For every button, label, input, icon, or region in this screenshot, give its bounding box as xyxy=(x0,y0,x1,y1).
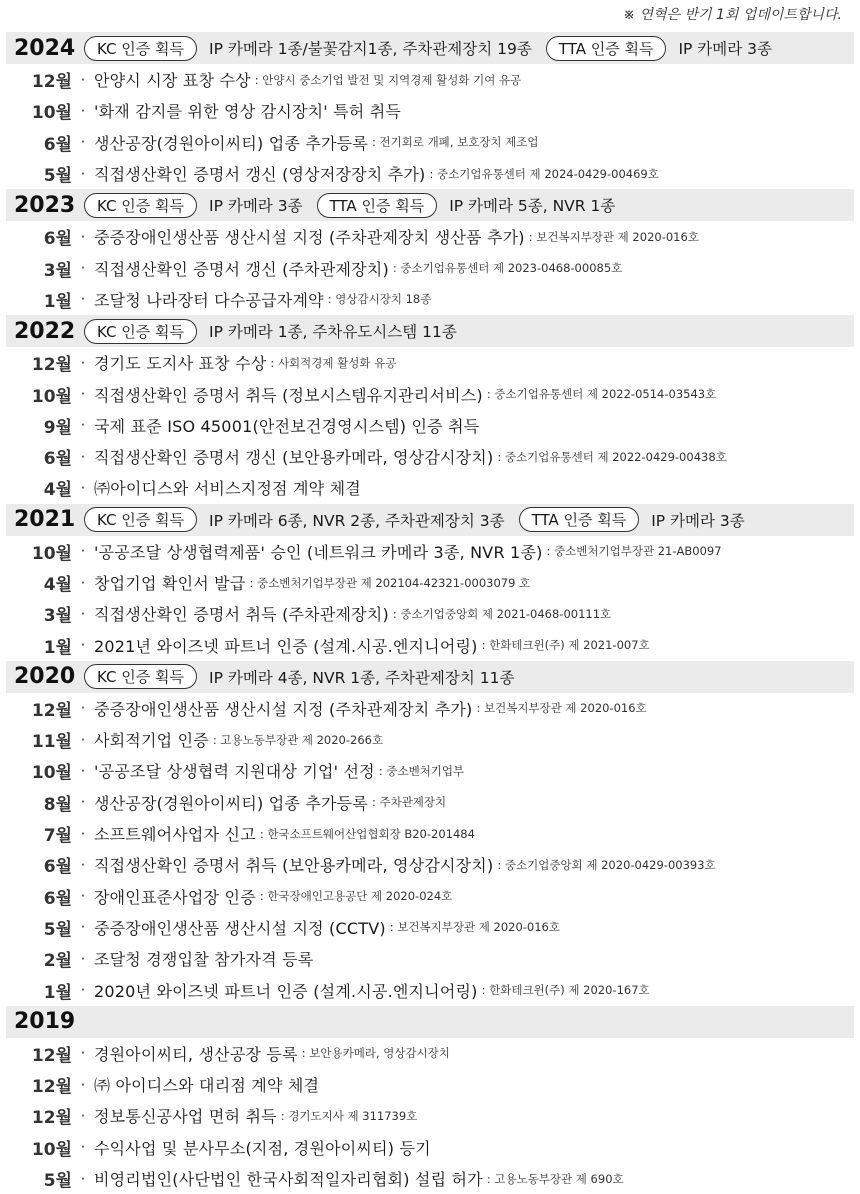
certification-detail: IP 카메라 1종, 주차유도시스템 11종 xyxy=(209,323,457,342)
bullet-icon: · xyxy=(80,133,86,152)
certification-badge: KC 인증 획득 xyxy=(84,193,197,218)
event-detail: : 보안용카메라, 영상감시장치 xyxy=(301,1046,450,1061)
event-title: 정보통신공사업 면허 취득 xyxy=(94,1107,277,1127)
bullet-icon: · xyxy=(80,542,86,561)
bullet-icon: · xyxy=(80,70,86,89)
event-title: 생산공장(경원아이씨티) 업종 추가등록 xyxy=(94,133,368,153)
event-row xyxy=(6,912,854,943)
bullet-icon: · xyxy=(80,730,86,749)
event-detail: : 보건복지부장관 제 2020-016호 xyxy=(389,920,560,935)
event-row xyxy=(6,1038,854,1069)
bullet-icon: · xyxy=(80,761,86,780)
event-month: 7월 xyxy=(43,826,72,847)
event-title: 사회적기업 인증 xyxy=(94,731,209,751)
event-row xyxy=(6,787,854,818)
bullet-icon: · xyxy=(80,290,86,309)
event-row xyxy=(6,1100,854,1131)
bullet-icon: · xyxy=(80,824,86,843)
event-row xyxy=(6,252,854,283)
event-title: 비영리법인(사단법인 한국사회적일자리협회) 설립 허가 xyxy=(94,1170,483,1190)
event-row xyxy=(6,849,854,880)
event-row xyxy=(6,818,854,849)
event-detail: : 보건복지부장관 제 2020-016호 xyxy=(476,701,647,716)
event-detail: : 안양시 중소기업 발전 및 지역경제 활성화 기여 유공 xyxy=(254,72,522,87)
event-title: 직접생산확인 증명서 취득 (보안용카메라, 영상감시장치) xyxy=(94,856,494,876)
event-row xyxy=(6,598,854,629)
event-title: 생산공장(경원아이씨티) 업종 추가등록 xyxy=(94,793,368,813)
event-detail: : 중소기업유통센터 제 2022-0514-03543호 xyxy=(486,387,717,402)
event-detail: : 한화테크윈(주) 제 2021-007호 xyxy=(481,638,650,653)
event-row xyxy=(6,347,854,378)
bullet-icon: · xyxy=(80,573,86,592)
event-row xyxy=(6,378,854,409)
event-title: 수익사업 및 분사무소(지점, 경원아이씨티) 등기 xyxy=(94,1138,431,1158)
bullet-icon: · xyxy=(80,699,86,718)
event-detail: : 고용노동부장관 제 690호 xyxy=(486,1171,624,1186)
year-header xyxy=(6,504,854,536)
certification-badge: KC 인증 획득 xyxy=(84,319,197,344)
event-row xyxy=(6,410,854,441)
year-label: 2019 xyxy=(14,1009,76,1035)
year-label: 2021 xyxy=(14,507,76,533)
event-month: 8월 xyxy=(43,794,72,815)
certification-detail: IP 카메라 3종 xyxy=(678,40,772,58)
year-label: 2023 xyxy=(14,192,76,218)
event-month: 12월 xyxy=(31,700,72,721)
event-title: 조달청 나라장터 다수공급자계약 xyxy=(94,290,324,310)
event-row xyxy=(6,127,854,158)
event-title: 안양시 시장 표창 수상 xyxy=(94,71,251,91)
event-row xyxy=(6,441,854,472)
event-title: ㈜아이디스와 서비스지정점 계약 체결 xyxy=(94,479,361,499)
event-row xyxy=(6,693,854,724)
certification-badge: TTA 인증 획득 xyxy=(317,193,438,218)
bullet-icon: · xyxy=(80,416,86,435)
event-month: 1월 xyxy=(43,637,72,658)
bullet-icon: · xyxy=(80,1044,86,1063)
event-month: 6월 xyxy=(43,857,72,878)
event-title: 국제 표준 ISO 45001(안전보건경영시스템) 인증 취득 xyxy=(94,416,480,436)
event-detail: : 전기회로 개폐, 보호장치 제조업 xyxy=(371,135,539,150)
event-row xyxy=(6,1163,854,1194)
event-row xyxy=(6,64,854,95)
event-row xyxy=(6,472,854,503)
event-detail: : 중소기업유통센터 제 2023-0468-00085호 xyxy=(392,261,623,276)
event-month: 5월 xyxy=(43,1171,72,1192)
bullet-icon: · xyxy=(80,855,86,874)
event-row xyxy=(6,974,854,1005)
event-title: 2020년 와이즈넷 파트너 인증 (설계.시공.엔지니어링) xyxy=(94,981,478,1001)
year-header xyxy=(6,315,854,347)
bullet-icon: · xyxy=(80,259,86,278)
event-month: 6월 xyxy=(43,449,72,470)
event-row xyxy=(6,755,854,786)
bullet-icon: · xyxy=(80,949,86,968)
certification-detail: IP 카메라 3종 xyxy=(651,511,745,530)
event-title: 직접생산확인 증명서 취득 (주차관제장치) xyxy=(94,605,389,625)
year-header xyxy=(6,32,854,64)
certification-detail: IP 카메라 4종, NVR 1종, 주차관제장치 11종 xyxy=(209,668,515,687)
bullet-icon: · xyxy=(80,227,86,246)
event-title: 직접생산확인 증명서 취득 (정보시스템유지관리서비스) xyxy=(94,385,483,405)
bullet-icon: · xyxy=(80,604,86,623)
year-certifications xyxy=(84,319,471,344)
event-detail: : 중소벤처기업부 xyxy=(378,763,465,778)
event-row xyxy=(6,158,854,189)
event-row xyxy=(6,724,854,755)
event-title: 중증장애인생산품 생산시설 지정 (CCTV) xyxy=(94,918,386,938)
event-detail: : 고용노동부장관 제 2020-266호 xyxy=(212,732,384,747)
event-month: 1월 xyxy=(43,291,72,312)
event-month: 10월 xyxy=(31,103,72,124)
event-detail: : 중소기업유통센터 제 2022-0429-00438호 xyxy=(497,449,727,464)
event-detail: : 보건복지부장관 제 2020-016호 xyxy=(528,229,699,244)
event-row xyxy=(6,284,854,315)
event-month: 12월 xyxy=(31,1108,72,1129)
event-row xyxy=(6,221,854,252)
event-title: 창업기업 확인서 발급 xyxy=(94,574,246,593)
year-header xyxy=(6,1006,854,1038)
bullet-icon: · xyxy=(80,793,86,812)
certification-badge: KC 인증 획득 xyxy=(84,36,197,61)
event-title: 장애인표준사업장 인증 xyxy=(94,887,256,907)
year-certifications xyxy=(84,193,629,218)
certification-detail: IP 카메라 1종/불꽃감지1종, 주차관제장치 19종 xyxy=(209,40,532,58)
event-detail: : 중소기업유통센터 제 2024-0429-00469호 xyxy=(429,166,659,181)
event-month: 12월 xyxy=(31,1077,72,1098)
event-row xyxy=(6,1069,854,1100)
event-month: 6월 xyxy=(43,134,72,155)
event-detail: : 중소벤처기업부장관 21-AB0097 xyxy=(546,544,722,559)
event-title: '공공조달 상생협력제품' 승인 (네트워크 카메라 3종, NVR 1종) xyxy=(94,542,543,562)
event-title: '화재 감지를 위한 영상 감시장치' 특허 취득 xyxy=(94,102,402,122)
year-label: 2020 xyxy=(14,664,76,690)
certification-detail: IP 카메라 5종, NVR 1종 xyxy=(449,197,616,216)
event-month: 4월 xyxy=(43,480,72,501)
certification-detail: IP 카메라 3종 xyxy=(209,197,303,216)
bullet-icon: · xyxy=(80,1169,86,1188)
event-month: 3월 xyxy=(43,260,72,281)
event-month: 2월 xyxy=(43,951,72,972)
certification-badge: KC 인증 획득 xyxy=(84,664,197,689)
event-row xyxy=(6,95,854,126)
event-month: 5월 xyxy=(43,166,72,187)
bullet-icon: · xyxy=(80,101,86,120)
event-row xyxy=(6,943,854,974)
event-detail: : 한국소프트웨어산업협회장 B20-201484 xyxy=(259,826,475,841)
event-detail: : 경기도지사 제 311739호 xyxy=(280,1108,418,1123)
event-month: 1월 xyxy=(43,982,72,1003)
event-month: 12월 xyxy=(31,1045,72,1066)
bullet-icon: · xyxy=(80,1075,86,1094)
bullet-icon: · xyxy=(80,164,86,183)
event-title: 직접생산확인 증명서 갱신 (영상저장장치 추가) xyxy=(94,165,426,185)
event-month: 12월 xyxy=(31,355,72,376)
event-title: 중증장애인생산품 생산시설 지정 (주차관제장치 생산품 추가) xyxy=(94,228,525,248)
event-month: 9월 xyxy=(43,417,72,438)
event-month: 11월 xyxy=(31,732,72,753)
event-month: 6월 xyxy=(43,888,72,909)
event-month: 4월 xyxy=(43,575,72,595)
year-certifications xyxy=(84,36,786,61)
history-timeline xyxy=(6,32,854,1194)
year-header xyxy=(6,661,854,693)
event-title: 조달청 경쟁입찰 참가자격 등록 xyxy=(94,950,314,970)
event-month: 10월 xyxy=(31,1139,72,1160)
update-note: ※ 연혁은 반기 1회 업데이트합니다. xyxy=(623,7,842,23)
certification-badge: TTA 인증 획득 xyxy=(546,36,667,61)
bullet-icon: · xyxy=(80,1106,86,1125)
event-month: 3월 xyxy=(43,606,72,627)
event-row xyxy=(6,567,854,598)
event-row xyxy=(6,536,854,567)
year-certifications xyxy=(84,664,528,689)
event-row xyxy=(6,881,854,912)
event-month: 5월 xyxy=(43,919,72,940)
bullet-icon: · xyxy=(80,447,86,466)
bullet-icon: · xyxy=(80,918,86,937)
event-detail: : 주차관제장치 xyxy=(371,795,447,810)
event-month: 10월 xyxy=(31,763,72,784)
event-title: 직접생산확인 증명서 갱신 (주차관제장치) xyxy=(94,259,389,279)
certification-badge: KC 인증 획득 xyxy=(84,507,197,532)
event-title: ㈜ 아이디스와 대리점 계약 체결 xyxy=(94,1076,320,1096)
event-month: 12월 xyxy=(31,72,72,93)
event-month: 10월 xyxy=(31,543,72,564)
event-title: 2021년 와이즈넷 파트너 인증 (설계.시공.엔지니어링) xyxy=(94,636,478,656)
bullet-icon: · xyxy=(80,1138,86,1157)
year-label: 2024 xyxy=(14,35,76,61)
event-detail: : 중소기업중앙회 제 2020-0429-00393호 xyxy=(497,857,716,872)
year-certifications xyxy=(84,507,759,532)
event-detail: : 사회적경제 활성화 유공 xyxy=(270,355,397,370)
year-header xyxy=(6,189,854,221)
event-detail: : 한화테크윈(주) 제 2020-167호 xyxy=(481,983,650,998)
certification-badge: TTA 인증 획득 xyxy=(519,507,640,532)
event-title: 경원아이씨티, 생산공장 등록 xyxy=(94,1044,298,1064)
event-row xyxy=(6,1132,854,1163)
event-row xyxy=(6,629,854,660)
event-detail: : 중소기업중앙회 제 2021-0468-00111호 xyxy=(392,606,612,621)
event-title: 경기도 도지사 표창 수상 xyxy=(94,354,267,374)
bullet-icon: · xyxy=(80,478,86,497)
bullet-icon: · xyxy=(80,385,86,404)
event-month: 10월 xyxy=(31,386,72,407)
event-detail: : 한국장애인고용공단 제 2020-024호 xyxy=(259,889,453,904)
event-title: '공공조달 상생협력 지원대상 기업' 선정 xyxy=(94,762,375,782)
event-month: 6월 xyxy=(43,229,72,250)
event-title: 중증장애인생산품 생산시설 지정 (주차관제장치 추가) xyxy=(94,699,473,719)
bullet-icon: · xyxy=(80,981,86,1000)
bullet-icon: · xyxy=(80,636,86,655)
bullet-icon: · xyxy=(80,887,86,906)
year-label: 2022 xyxy=(14,318,76,344)
bullet-icon: · xyxy=(80,353,86,372)
event-detail: : 영상감시장치 18종 xyxy=(327,292,432,307)
event-title: 소프트웨어사업자 신고 xyxy=(94,825,256,845)
event-detail: : 중소벤처기업부장관 제 202104-42321-0003079 호 xyxy=(249,575,531,590)
event-title: 직접생산확인 증명서 갱신 (보안용카메라, 영상감시장치) xyxy=(94,448,494,468)
certification-detail: IP 카메라 6종, NVR 2종, 주차관제장치 3종 xyxy=(209,511,505,530)
